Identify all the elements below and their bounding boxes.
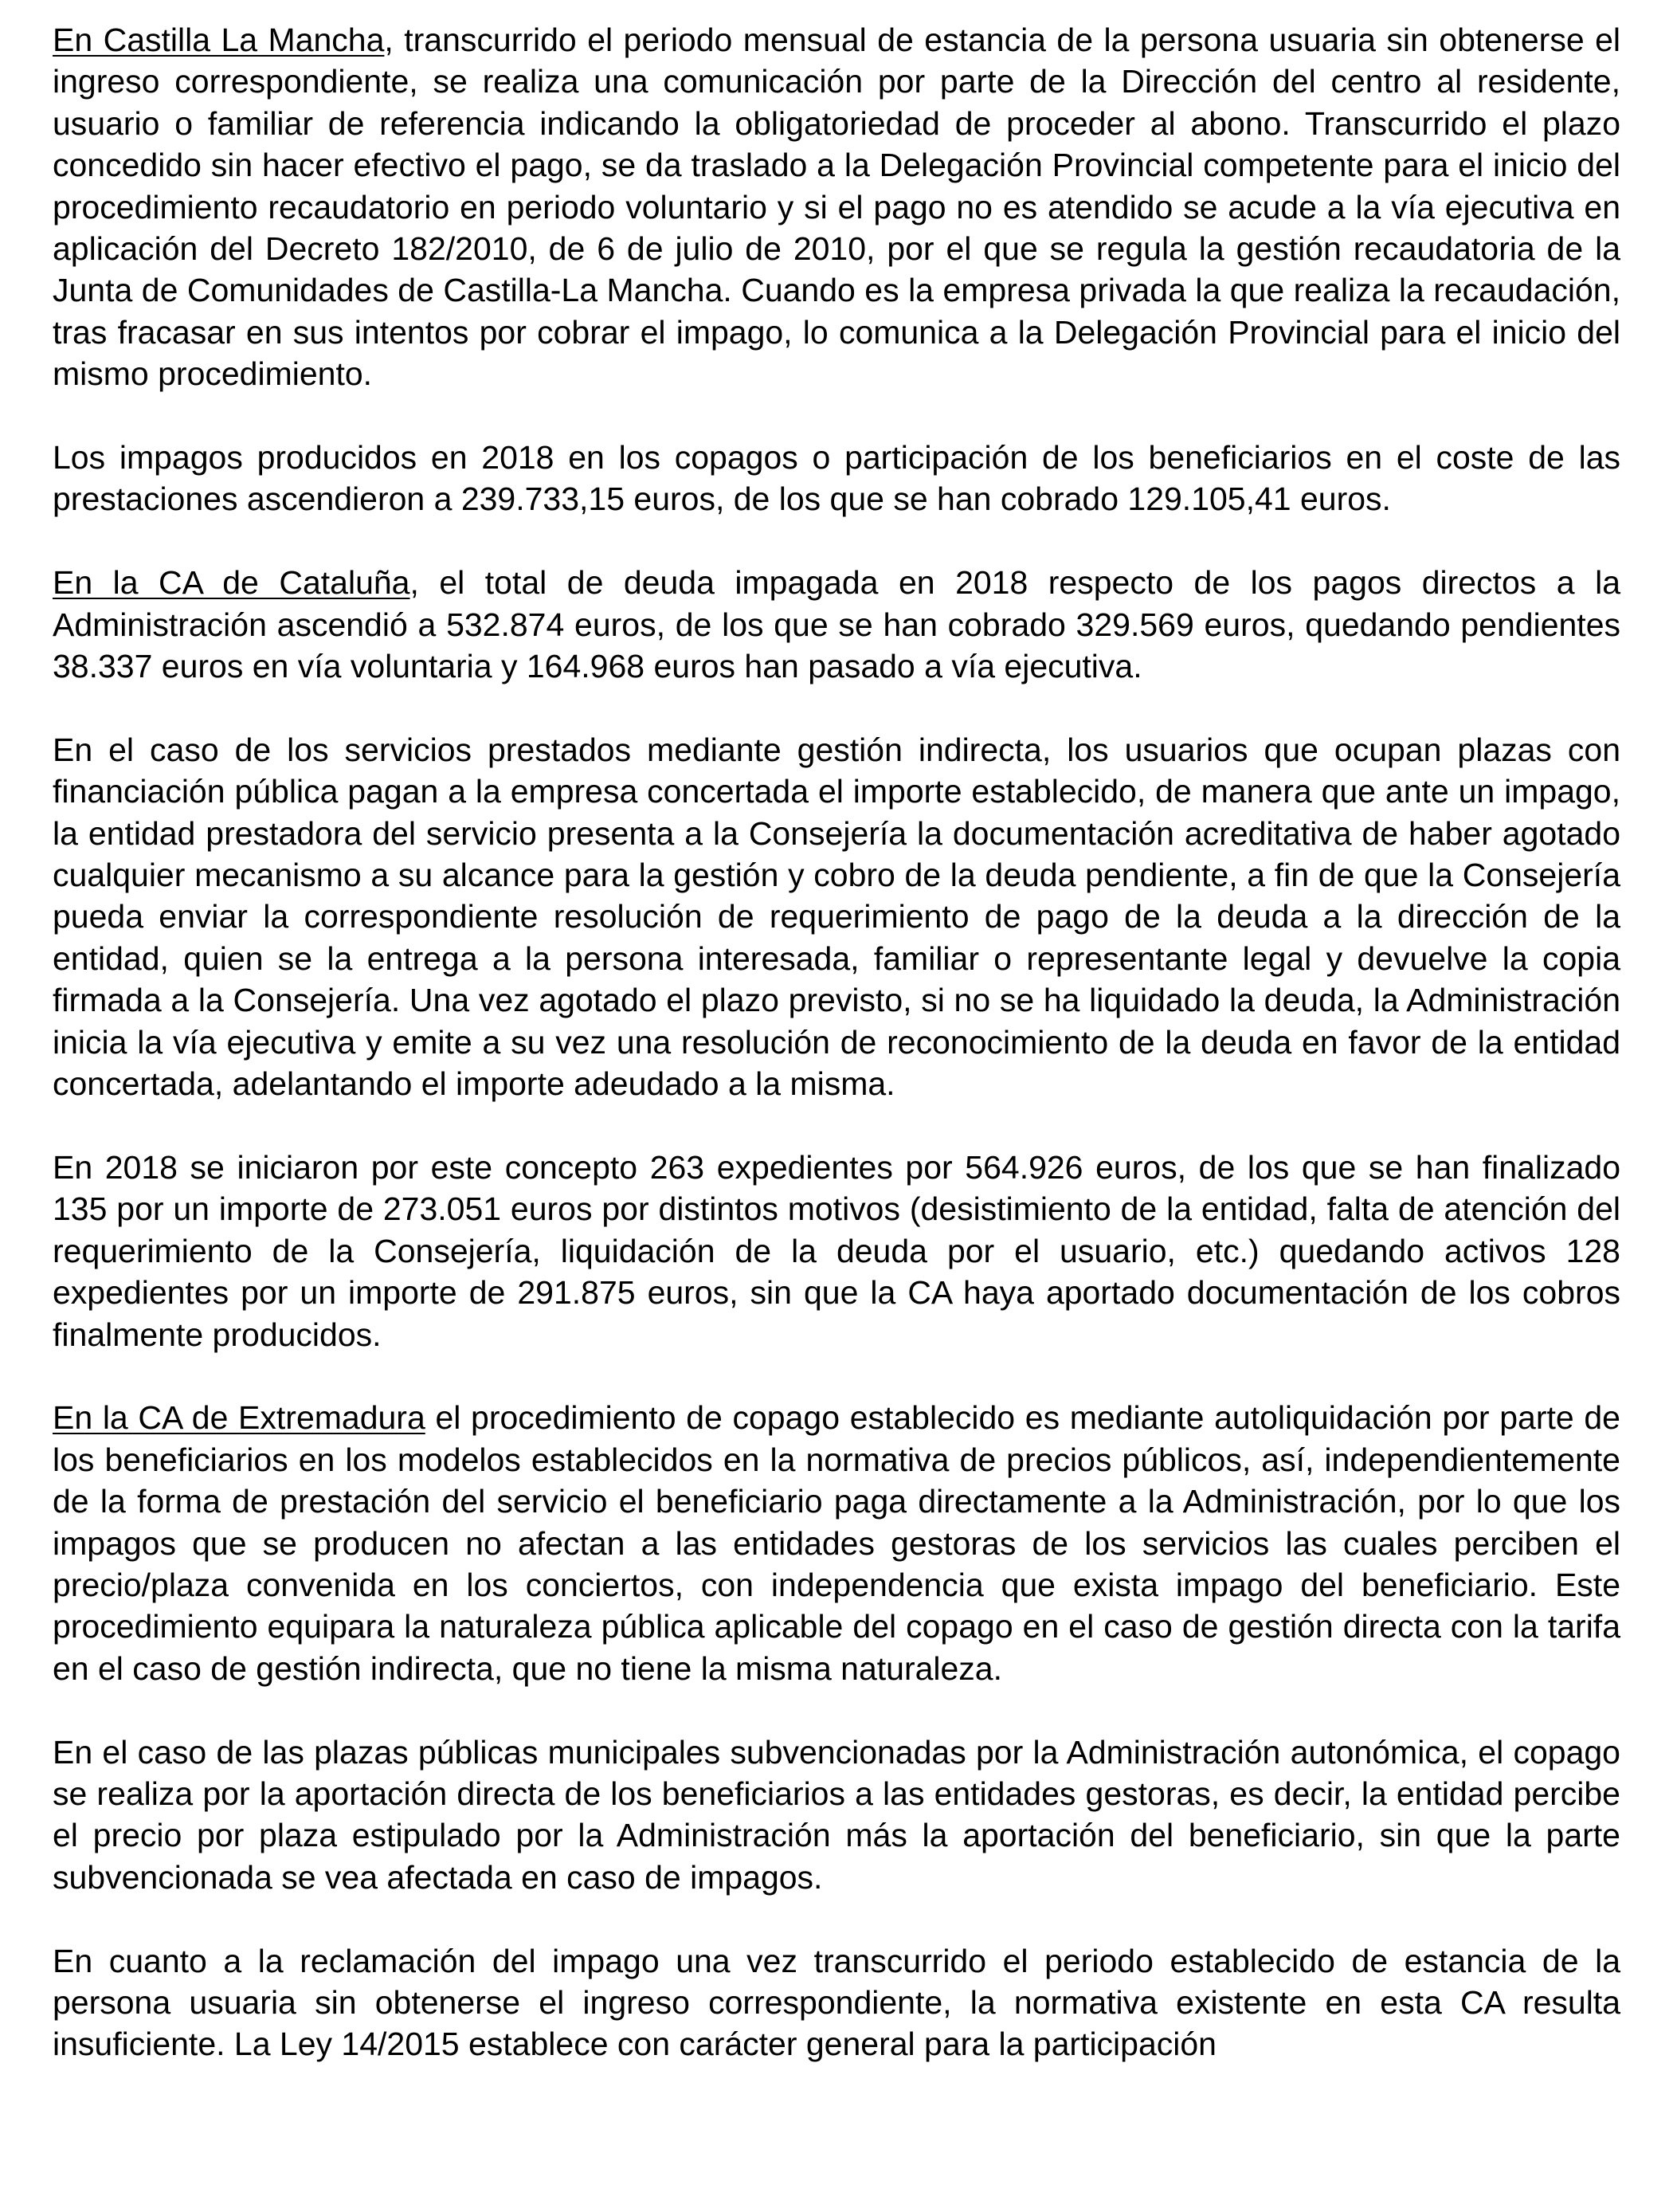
paragraph-text: En cuanto a la reclamación del impago una vez transcurrido el periodo establecido de estancia de la persona usuaria sin obtenerse el ingreso correspondiente, la normativa existente en esta CA resulta insuficiente. La Ley 14/2015 establece con carácter general para la participación <box>53 1942 1620 2063</box>
paragraph-impagos-2018 <box>53 437 1620 520</box>
paragraph-castilla-la-mancha <box>53 19 1620 395</box>
paragraph-text: , el total de deuda impagada en 2018 respecto de los pagos directos a la Administración ascendió a 532.874 euros, de los que se han cobrado 329.569 euros, quedando pendientes 38.337 euros en vía voluntaria y 164.968 euros han pasado a vía ejecutiva. <box>53 564 1621 685</box>
paragraph-text: Los impagos producidos en 2018 en los copagos o participación de los beneficiarios en el coste de las prestaciones ascendieron a 239.733,15 euros, de los que se han cobrado 129.105,41 euros. <box>53 439 1620 518</box>
paragraph-text: , transcurrido el periodo mensual de estancia de la persona usuaria sin obtenerse el ingreso correspondiente, se realiza una comunicación por parte de la Dirección del centro al residente, usuario o familiar de referencia indicando la obligatoriedad de proceder al abono. Transcurrido el plazo concedido sin hacer efectivo el pago, se da traslado a la Delegación Provincial competente para el inicio del procedimiento recaudatorio en periodo voluntario y si el pago no es atendido se acude a la vía ejecutiva en aplicación del Decreto 182/2010, de 6 de julio de 2010, por el que se regula la gestión recaudatoria de la Junta de Comunidades de Castilla-La Mancha. Cuando es la empresa privada la que realiza la recaudación, tras fracasar en sus intentos por cobrar el impago, lo comunica a la Delegación Provincial para el inicio del mismo procedimiento. <box>53 22 1620 393</box>
paragraph-text: En el caso de las plazas públicas municipales subvencionadas por la Administración autonómica, el copago se realiza por la aportación directa de los beneficiarios a las entidades gestoras, es decir, la entidad percibe el precio por plaza estipulado por la Administración más la aportación del beneficiario, sin que la parte subvencionada se vea afectada en caso de impagos. <box>53 1733 1620 1896</box>
paragraph-text: En el caso de los servicios prestados mediante gestión indirecta, los usuarios que ocupan plazas con financiación pública pagan a la empresa concertada el importe establecido, de manera que ante un impago, la entidad prestadora del servicio presenta a la Consejería la documentación acreditativa de haber agotado cualquier mecanismo a su alcance para la gestión y cobro de la deuda pendiente, a fin de que la Consejería pueda enviar la correspondiente resolución de requerimiento de pago de la deuda a la dirección de la entidad, quien se la entrega a la persona interesada, familiar o representante legal y devuelve la copia firmada a la Consejería. Una vez agotado el plazo previsto, si no se ha liquidado la deuda, la Administración inicia la vía ejecutiva y emite a su vez una resolución de reconocimiento de la deuda en favor de la entidad concertada, adelantando el importe adeudado a la misma. <box>53 731 1620 1103</box>
paragraph-reclamacion-impago <box>53 1940 1620 2065</box>
region-heading-extremadura: En la CA de Extremadura <box>53 1399 425 1437</box>
paragraph-extremadura <box>53 1397 1620 1689</box>
paragraph-plazas-municipales <box>53 1732 1620 1899</box>
paragraph-expedientes-2018 <box>53 1147 1620 1355</box>
paragraph-text: el procedimiento de copago establecido es mediante autoliquidación por parte de los beneficiarios en los modelos establecidos en la normativa de precios públicos, así, independientemente de la forma de prestación del servicio el beneficiario paga directamente a la Administración, por lo que los impagos que se producen no afectan a las entidades gestoras de los servicios las cuales perciben el precio/plaza convenida en los conciertos, con independencia que exista impago del beneficiario. Este procedimiento equipara la naturaleza pública aplicable del copago en el caso de gestión directa con la tarifa en el caso de gestión indirecta, que no tiene la misma naturaleza. <box>53 1399 1620 1687</box>
region-heading-castilla-la-mancha: En Castilla La Mancha <box>53 22 385 58</box>
paragraph-text: En 2018 se iniciaron por este concepto 263 expedientes por 564.926 euros, de los que se han finalizado 135 por un importe de 273.051 euros por distintos motivos (desistimiento de la entidad, falta de atención del requerimiento de la Consejería, liquidación de la deuda por el usuario, etc.) quedando activos 128 expedientes por un importe de 291.875 euros, sin que la CA haya aportado documentación de los cobros finalmente producidos. <box>53 1148 1620 1353</box>
region-heading-cataluna: En la CA de Cataluña <box>53 564 410 602</box>
document-page <box>53 19 1620 2065</box>
paragraph-cataluna <box>53 562 1620 687</box>
paragraph-gestion-indirecta <box>53 729 1620 1105</box>
